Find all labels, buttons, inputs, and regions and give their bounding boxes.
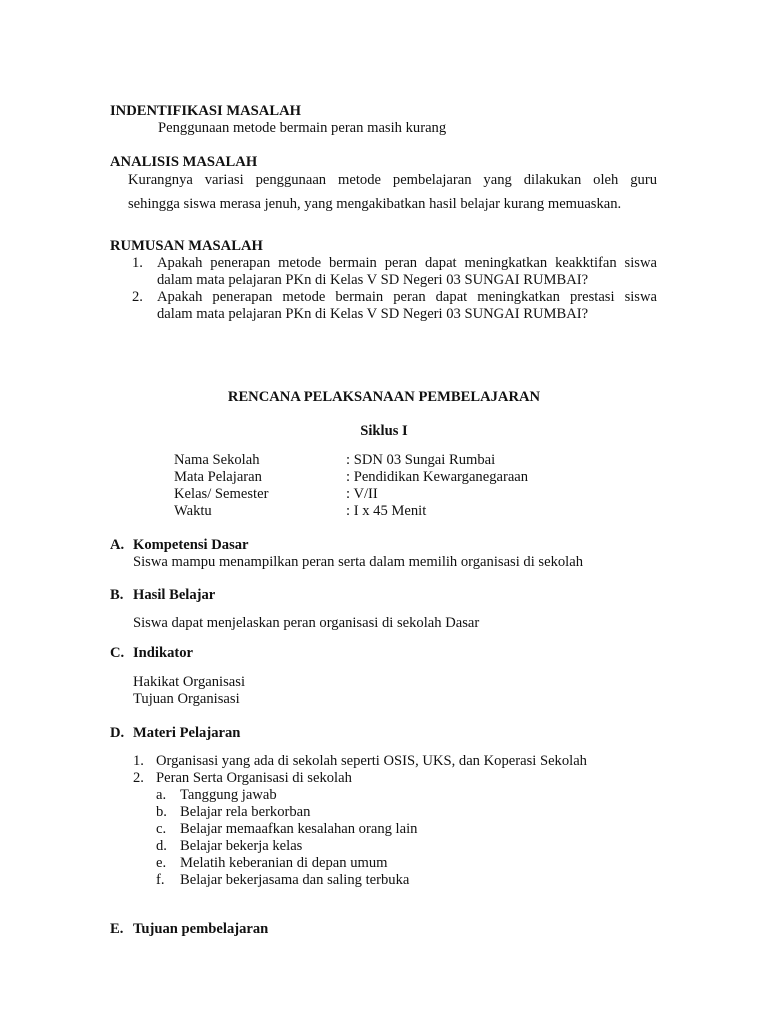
rpp-subtitle: Siklus I [360,423,408,439]
section-c-heading: Indikator [133,645,194,661]
rumusan-item-1-number: 1. [132,255,143,271]
sub-item-e-text: Melatih keberanian di depan umum [180,855,388,871]
analisis-line-2: sehingga siswa merasa jenuh, yang mengakibatkan hasil belajar kurang memuaskan. [128,196,622,212]
sub-item-d-text: Belajar bekerja kelas [180,838,303,854]
info-label-school: Nama Sekolah [174,452,260,468]
identifikasi-text: Penggunaan metode bermain peran masih kurang [158,120,447,136]
indikator-item-1: Hakikat Organisasi [133,674,245,690]
sub-item-e-letter: e. [156,855,167,871]
sub-item-f-text: Belajar bekerjasama dan saling terbuka [180,872,410,888]
analisis-line-1: Kurangnya variasi penggunaan metode pembelajaran yang dilakukan oleh guru [128,172,657,188]
section-d-letter: D. [110,725,125,741]
sub-item-a-letter: a. [156,787,167,803]
section-e-heading: Tujuan pembelajaran [133,921,269,937]
sub-item-b-text: Belajar rela berkorban [180,804,311,820]
section-e-letter: E. [110,921,124,937]
section-a-text: Siswa mampu menampilkan peran serta dalam memilih organisasi di sekolah [133,554,584,570]
rumusan-item-2-line-1: Apakah penerapan metode bermain peran dapat meningkatkan prestasi siswa [157,289,657,305]
analisis-heading: ANALISIS MASALAH [110,154,258,170]
info-label-subject: Mata Pelajaran [174,469,262,485]
info-label-time: Waktu [174,503,212,519]
indikator-item-2: Tujuan Organisasi [133,691,240,707]
rumusan-item-1-line-1: Apakah penerapan metode bermain peran dapat meningkatkan keakktifan siswa [157,255,657,271]
section-a-letter: A. [110,537,125,553]
materi-item-1-number: 1. [133,753,144,769]
info-value-subject: : Pendidikan Kewarganegaraan [346,469,529,485]
rumusan-heading: RUMUSAN MASALAH [110,238,263,254]
info-value-school: : SDN 03 Sungai Rumbai [346,452,496,468]
rumusan-item-1-line-2: dalam mata pelajaran PKn di Kelas V SD Negeri 03 SUNGAI RUMBAI? [157,272,589,288]
sub-item-c-text: Belajar memaafkan kesalahan orang lain [180,821,418,837]
identifikasi-heading: INDENTIFIKASI MASALAH [110,103,301,119]
sub-item-d-letter: d. [156,838,167,854]
sub-item-a-text: Tanggung jawab [180,787,277,803]
materi-item-1-text: Organisasi yang ada di sekolah seperti OSIS, UKS, dan Koperasi Sekolah [156,753,587,769]
section-c-letter: C. [110,645,125,661]
section-b-heading: Hasil Belajar [133,587,216,603]
section-d-heading: Materi Pelajaran [133,725,241,741]
info-label-class: Kelas/ Semester [174,486,269,502]
section-b-text: Siswa dapat menjelaskan peran organisasi di sekolah Dasar [133,615,480,631]
materi-item-2-number: 2. [133,770,144,786]
sub-item-b-letter: b. [156,804,167,820]
info-value-class: : V/II [346,486,378,502]
sub-item-f-letter: f. [156,872,165,888]
rpp-title: RENCANA PELAKSANAAN PEMBELAJARAN [227,389,541,405]
rumusan-item-2-line-2: dalam mata pelajaran PKn di Kelas V SD Negeri 03 SUNGAI RUMBAI? [157,306,589,322]
materi-item-2-text: Peran Serta Organisasi di sekolah [156,770,352,786]
rumusan-item-2-number: 2. [132,289,143,305]
sub-item-c-letter: c. [156,821,167,837]
info-value-time: : I x 45 Menit [346,503,427,519]
section-b-letter: B. [110,587,124,603]
section-a-heading: Kompetensi Dasar [133,537,249,553]
